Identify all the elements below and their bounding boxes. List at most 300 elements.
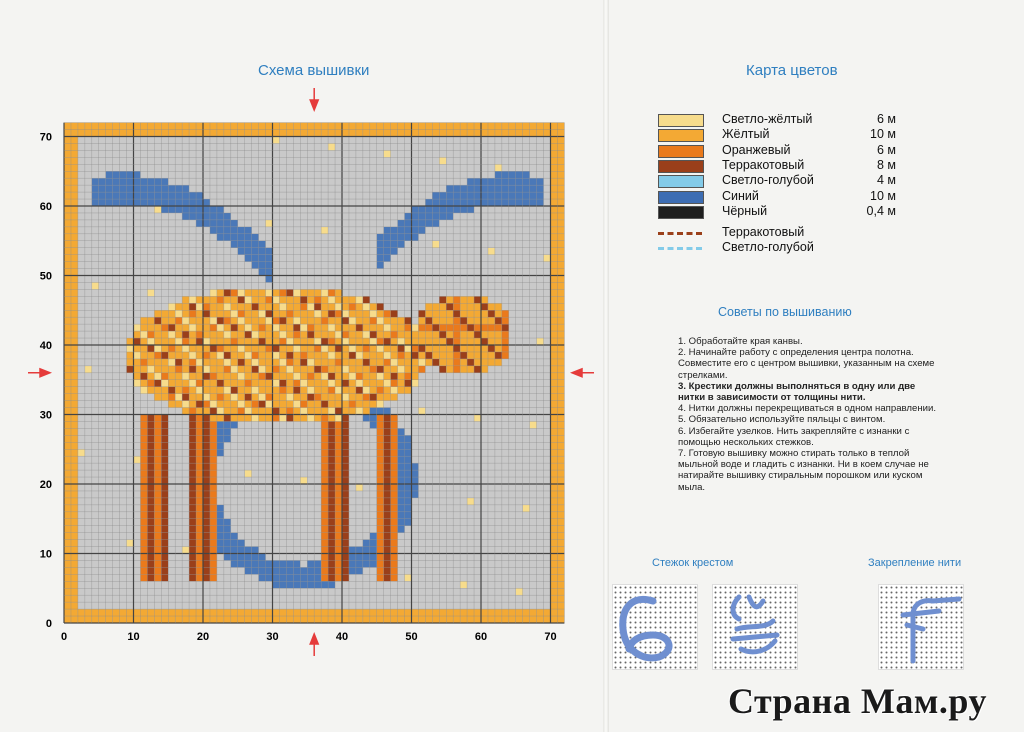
grid-cell [391, 143, 398, 150]
grid-cell [405, 192, 412, 199]
grid-cell [446, 387, 453, 394]
grid-cell [307, 262, 314, 269]
grid-cell [273, 547, 280, 554]
grid-cell [356, 164, 363, 171]
grid-cell [154, 616, 161, 623]
grid-cell [516, 373, 523, 380]
grid-cell [120, 421, 127, 428]
grid-cell [231, 616, 238, 623]
grid-cell [488, 227, 495, 234]
grid-cell [335, 554, 342, 561]
grid-cell [134, 595, 141, 602]
grid-cell [523, 262, 530, 269]
grid-cell [154, 567, 161, 574]
grid-cell [224, 352, 231, 359]
grid-cell [418, 213, 425, 220]
grid-cell [412, 512, 419, 519]
grid-cell [300, 435, 307, 442]
grid-cell [377, 164, 384, 171]
grid-cell [370, 296, 377, 303]
grid-cell [78, 533, 85, 540]
grid-cell [78, 540, 85, 547]
grid-cell [412, 262, 419, 269]
grid-cell [384, 401, 391, 408]
grid-cell [460, 206, 467, 213]
grid-cell [279, 324, 286, 331]
grid-cell [210, 609, 217, 616]
grid-cell [182, 123, 189, 130]
grid-cell [314, 567, 321, 574]
grid-cell [154, 227, 161, 234]
grid-cell [245, 303, 252, 310]
grid-cell [446, 199, 453, 206]
grid-cell [446, 567, 453, 574]
grid-cell [425, 505, 432, 512]
grid-cell [335, 498, 342, 505]
grid-cell [495, 234, 502, 241]
grid-cell [168, 616, 175, 623]
grid-cell [154, 533, 161, 540]
grid-cell [516, 324, 523, 331]
grid-cell [154, 581, 161, 588]
grid-cell [71, 157, 78, 164]
grid-cell [502, 324, 509, 331]
grid-cell [439, 415, 446, 422]
grid-cell [140, 449, 147, 456]
grid-cell [405, 581, 412, 588]
grid-cell [384, 581, 391, 588]
grid-cell [328, 505, 335, 512]
grid-cell [168, 234, 175, 241]
grid-cell [453, 199, 460, 206]
grid-cell [106, 408, 113, 415]
grid-cell [439, 241, 446, 248]
grid-cell [196, 192, 203, 199]
grid-cell [349, 588, 356, 595]
grid-cell [189, 505, 196, 512]
grid-cell [384, 428, 391, 435]
grid-cell [544, 449, 551, 456]
grid-cell [537, 123, 544, 130]
grid-cell [412, 345, 419, 352]
grid-cell [412, 408, 419, 415]
grid-cell [196, 470, 203, 477]
grid-cell [224, 505, 231, 512]
grid-cell [147, 164, 154, 171]
grid-cell [495, 137, 502, 144]
grid-cell [266, 588, 273, 595]
grid-cell [488, 178, 495, 185]
grid-cell [78, 519, 85, 526]
grid-cell [523, 227, 530, 234]
grid-cell [474, 178, 481, 185]
grid-cell [398, 567, 405, 574]
grid-cell [349, 547, 356, 554]
grid-cell [314, 435, 321, 442]
grid-cell [405, 491, 412, 498]
grid-cell [377, 366, 384, 373]
grid-cell [516, 289, 523, 296]
grid-cell [412, 227, 419, 234]
grid-cell [71, 470, 78, 477]
grid-cell [147, 415, 154, 422]
grid-cell [134, 442, 141, 449]
grid-cell [113, 554, 120, 561]
grid-cell [127, 435, 134, 442]
grid-cell [530, 296, 537, 303]
grid-cell [252, 498, 259, 505]
grid-cell [189, 547, 196, 554]
grid-cell [99, 408, 106, 415]
grid-cell [530, 567, 537, 574]
grid-cell [356, 498, 363, 505]
grid-cell [113, 157, 120, 164]
grid-cell [224, 220, 231, 227]
grid-cell [113, 421, 120, 428]
grid-cell [92, 554, 99, 561]
grid-cell [314, 408, 321, 415]
grid-cell [314, 602, 321, 609]
grid-cell [335, 206, 342, 213]
grid-cell [168, 373, 175, 380]
grid-cell [335, 185, 342, 192]
grid-cell [342, 540, 349, 547]
grid-cell [203, 491, 210, 498]
grid-cell [175, 171, 182, 178]
grid-cell [252, 192, 259, 199]
grid-cell [321, 345, 328, 352]
grid-cell [217, 248, 224, 255]
grid-cell [474, 123, 481, 130]
grid-cell [140, 547, 147, 554]
grid-cell [147, 192, 154, 199]
grid-cell [154, 192, 161, 199]
grid-cell [140, 387, 147, 394]
grid-cell [161, 581, 168, 588]
grid-cell [78, 567, 85, 574]
grid-cell [349, 442, 356, 449]
grid-cell [530, 123, 537, 130]
grid-cell [460, 143, 467, 150]
grid-cell [106, 178, 113, 185]
grid-cell [530, 560, 537, 567]
grid-cell [64, 248, 71, 255]
grid-cell [134, 401, 141, 408]
grid-cell [342, 123, 349, 130]
grid-cell [300, 164, 307, 171]
grid-cell [488, 484, 495, 491]
grid-cell [259, 581, 266, 588]
grid-cell [412, 331, 419, 338]
grid-cell [425, 338, 432, 345]
grid-cell [349, 130, 356, 137]
grid-cell [189, 324, 196, 331]
grid-cell [488, 574, 495, 581]
grid-cell [134, 428, 141, 435]
grid-cell [99, 547, 106, 554]
grid-cell [245, 435, 252, 442]
grid-cell [321, 296, 328, 303]
grid-cell [488, 234, 495, 241]
grid-cell [405, 435, 412, 442]
grid-cell [370, 317, 377, 324]
grid-cell [99, 338, 106, 345]
grid-cell [516, 269, 523, 276]
grid-cell [328, 415, 335, 422]
grid-cell [425, 554, 432, 561]
grid-cell [488, 456, 495, 463]
grid-cell [370, 533, 377, 540]
grid-cell [418, 477, 425, 484]
grid-cell [418, 137, 425, 144]
grid-cell [127, 616, 134, 623]
grid-cell [154, 234, 161, 241]
grid-cell [328, 192, 335, 199]
grid-cell [127, 248, 134, 255]
grid-cell [314, 269, 321, 276]
grid-cell [224, 401, 231, 408]
grid-cell [231, 456, 238, 463]
grid-cell [279, 456, 286, 463]
grid-cell [300, 143, 307, 150]
grid-cell [377, 171, 384, 178]
grid-cell [78, 595, 85, 602]
grid-cell [168, 470, 175, 477]
grid-cell [175, 567, 182, 574]
grid-cell [544, 574, 551, 581]
grid-cell [509, 567, 516, 574]
grid-cell [217, 150, 224, 157]
grid-cell [328, 171, 335, 178]
grid-cell [217, 574, 224, 581]
grid-cell [182, 255, 189, 262]
grid-cell [238, 602, 245, 609]
grid-cell [286, 616, 293, 623]
grid-cell [502, 505, 509, 512]
grid-cell [78, 234, 85, 241]
grid-cell [335, 567, 342, 574]
grid-cell [279, 581, 286, 588]
grid-cell [516, 143, 523, 150]
grid-cell [509, 317, 516, 324]
grid-cell [474, 463, 481, 470]
grid-cell [134, 359, 141, 366]
grid-cell [78, 470, 85, 477]
grid-cell [127, 519, 134, 526]
grid-cell [314, 157, 321, 164]
grid-cell [460, 442, 467, 449]
grid-cell [342, 602, 349, 609]
grid-cell [474, 282, 481, 289]
grid-cell [259, 310, 266, 317]
grid-cell [460, 408, 467, 415]
grid-cell [446, 595, 453, 602]
grid-cell [127, 206, 134, 213]
grid-cell [266, 415, 273, 422]
grid-cell [252, 415, 259, 422]
grid-cell [307, 366, 314, 373]
grid-cell [349, 401, 356, 408]
grid-cell [224, 123, 231, 130]
grid-cell [293, 143, 300, 150]
grid-cell [314, 394, 321, 401]
grid-cell [300, 574, 307, 581]
grid-cell [398, 157, 405, 164]
grid-cell [314, 164, 321, 171]
grid-cell [474, 602, 481, 609]
grid-cell [370, 540, 377, 547]
grid-cell [300, 137, 307, 144]
grid-cell [307, 310, 314, 317]
grid-cell [224, 588, 231, 595]
grid-cell [203, 394, 210, 401]
grid-cell [231, 255, 238, 262]
grid-cell [502, 199, 509, 206]
grid-cell [85, 401, 92, 408]
grid-cell [377, 588, 384, 595]
grid-cell [412, 560, 419, 567]
grid-cell [113, 387, 120, 394]
grid-cell [99, 491, 106, 498]
grid-cell [300, 331, 307, 338]
grid-cell [203, 331, 210, 338]
grid-cell [203, 519, 210, 526]
grid-cell [99, 380, 106, 387]
grid-cell [418, 123, 425, 130]
grid-cell [217, 157, 224, 164]
grid-cell [446, 415, 453, 422]
grid-cell [71, 442, 78, 449]
grid-cell [231, 401, 238, 408]
grid-cell [293, 512, 300, 519]
grid-cell [412, 241, 419, 248]
grid-cell [391, 380, 398, 387]
grid-cell [439, 324, 446, 331]
grid-cell [238, 171, 245, 178]
grid-cell [328, 150, 335, 157]
grid-cell [530, 255, 537, 262]
grid-cell [154, 560, 161, 567]
grid-cell [259, 484, 266, 491]
grid-cell [147, 199, 154, 206]
grid-cell [71, 366, 78, 373]
grid-cell [488, 199, 495, 206]
grid-cell [224, 540, 231, 547]
grid-cell [425, 498, 432, 505]
grid-cell [342, 338, 349, 345]
grid-cell [516, 505, 523, 512]
grid-cell [391, 366, 398, 373]
grid-cell [147, 394, 154, 401]
grid-cell [92, 380, 99, 387]
grid-cell [168, 401, 175, 408]
grid-cell [363, 171, 370, 178]
grid-cell [64, 130, 71, 137]
grid-cell [363, 317, 370, 324]
grid-cell [537, 137, 544, 144]
grid-cell [279, 345, 286, 352]
grid-cell [509, 282, 516, 289]
grid-cell [106, 150, 113, 157]
grid-cell [154, 171, 161, 178]
grid-cell [439, 491, 446, 498]
grid-cell [154, 262, 161, 269]
grid-cell [99, 609, 106, 616]
grid-cell [328, 373, 335, 380]
grid-cell [161, 199, 168, 206]
grid-cell [398, 123, 405, 130]
grid-cell [106, 380, 113, 387]
grid-cell [460, 366, 467, 373]
grid-cell [168, 338, 175, 345]
grid-cell [530, 595, 537, 602]
grid-cell [189, 282, 196, 289]
grid-cell [259, 282, 266, 289]
grid-cell [335, 421, 342, 428]
grid-cell [154, 609, 161, 616]
grid-cell [231, 602, 238, 609]
grid-cell [446, 234, 453, 241]
grid-cell [412, 143, 419, 150]
grid-cell [384, 310, 391, 317]
grid-cell [321, 387, 328, 394]
grid-cell [134, 123, 141, 130]
grid-cell [363, 554, 370, 561]
grid-cell [238, 352, 245, 359]
grid-cell [516, 442, 523, 449]
grid-cell [85, 380, 92, 387]
grid-cell [314, 123, 321, 130]
grid-cell [370, 310, 377, 317]
grid-cell [328, 477, 335, 484]
grid-cell [140, 442, 147, 449]
grid-cell [78, 456, 85, 463]
grid-cell [384, 421, 391, 428]
grid-cell [321, 338, 328, 345]
grid-cell [238, 338, 245, 345]
grid-cell [168, 421, 175, 428]
grid-cell [168, 255, 175, 262]
grid-cell [203, 477, 210, 484]
grid-cell [481, 282, 488, 289]
grid-cell [238, 296, 245, 303]
grid-cell [78, 137, 85, 144]
grid-cell [252, 352, 259, 359]
grid-cell [439, 220, 446, 227]
grid-cell [488, 262, 495, 269]
grid-cell [224, 262, 231, 269]
grid-cell [516, 227, 523, 234]
grid-cell [412, 554, 419, 561]
grid-cell [432, 130, 439, 137]
grid-cell [224, 282, 231, 289]
grid-cell [544, 491, 551, 498]
grid-cell [259, 234, 266, 241]
grid-cell [363, 609, 370, 616]
grid-cell [224, 595, 231, 602]
grid-cell [398, 435, 405, 442]
grid-cell [300, 394, 307, 401]
grid-cell [418, 373, 425, 380]
grid-cell [168, 484, 175, 491]
grid-cell [460, 533, 467, 540]
grid-cell [370, 616, 377, 623]
grid-cell [481, 324, 488, 331]
grid-cell [231, 463, 238, 470]
grid-cell [196, 616, 203, 623]
grid-cell [182, 157, 189, 164]
grid-cell [196, 199, 203, 206]
